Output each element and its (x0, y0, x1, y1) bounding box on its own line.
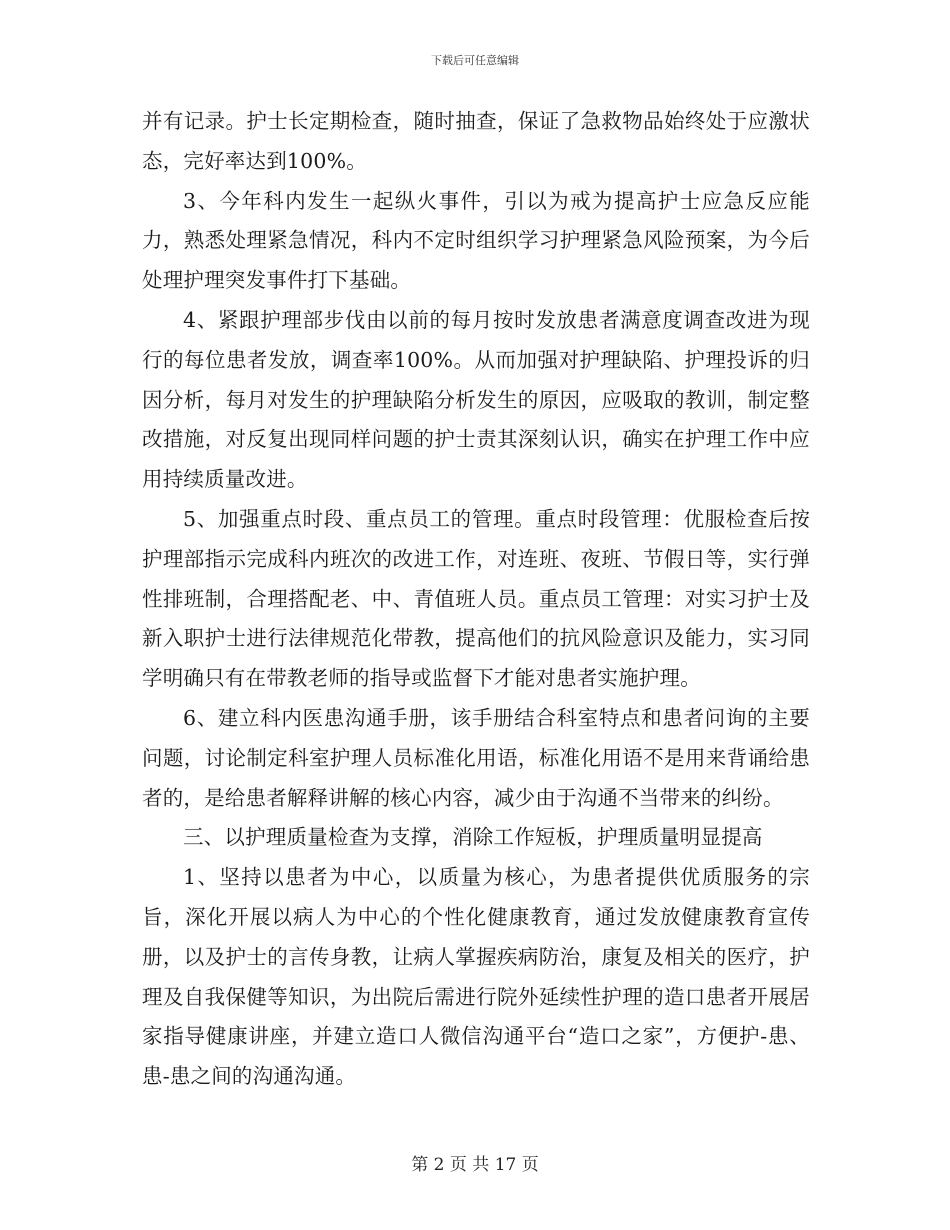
page-number-footer: 第 2 页 共 17 页 (411, 1155, 539, 1175)
paragraph-item-1: 1、坚持以患者为中心，以质量为核心，为患者提供优质服务的宗旨，深化开展以病人为中心的个性化健康教育，通过发放健康教育宣传册，以及护士的言传身教，让病人掌握疾病防治，康复及相关的医疗，护理及自我保健等知识，为出院后需进行院外延续性护理的造口患者开展居家指导健康讲座，并建立造口人微信沟通平台“造口之家”，方便护-患、患-患之间的沟通沟通。 (142, 865, 810, 1089)
paragraph-continuation: 并有记录。护士长定期检查，随时抽查，保证了急救物品始终处于应激状态，完好率达到100%。 (142, 109, 810, 173)
paragraph-item-5: 5、加强重点时段、重点员工的管理。重点时段管理：优服检查后按护理部指示完成科内班次的改进工作，对连班、夜班、节假日等，实行弹性排班制，合理搭配老、中、青值班人员。重点员工管理：对实习护士及新入职护士进行法律规范化带教，提高他们的抗风险意识及能力，实习同学明确只有在带教老师的指导或监督下才能对患者实施护理。 (142, 506, 810, 691)
document-body (142, 102, 810, 1097)
paragraph-item-3: 3、今年科内发生一起纵火事件，引以为戒为提高护士应急反应能力，熟悉处理紧急情况，科内不定时组织学习护理紧急风险预案，为今后处理护理突发事件打下基础。 (142, 188, 810, 293)
paragraph-item-4: 4、紧跟护理部步伐由以前的每月按时发放患者满意度调查改进为现行的每位患者发放，调查率100%。从而加强对护理缺陷、护理投诉的归因分析，每月对发生的护理缺陷分析发生的原因，应吸取的教训，制定整改措施，对反复出现同样问题的护士责其深刻认识，确实在护理工作中应用持续质量改进。 (142, 307, 810, 492)
page-header: 下载后可任意编辑 (431, 54, 519, 67)
paragraph-item-6: 6、建立科内医患沟通手册，该手册结合科室特点和患者问询的主要问题，讨论制定科室护理人员标准化用语，标准化用语不是用来背诵给患者的，是给患者解释讲解的核心内容，减少由于沟通不当带来的纠纷。 (142, 705, 810, 810)
section-heading-3: 三、以护理质量检查为支撑，消除工作短板，护理质量明显提高 (183, 825, 763, 850)
